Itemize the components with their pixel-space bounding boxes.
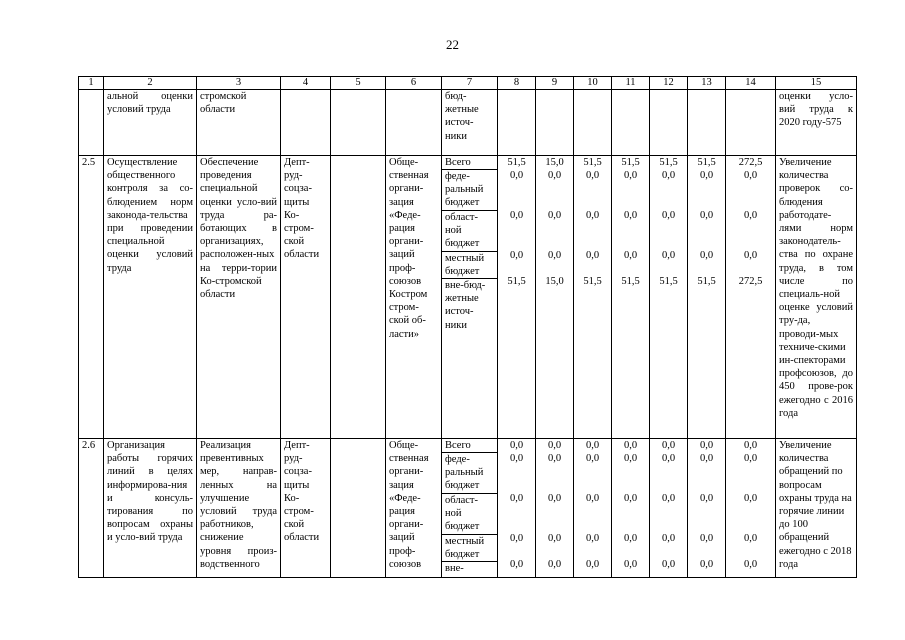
value-cell: 0,0 <box>743 533 758 544</box>
cont-v7 <box>726 90 776 156</box>
value-cell: 0,0 <box>699 170 714 181</box>
expected-result: Увеличение количества обращений по вопросам охраны труда на горячие линии до 100 обращений ежегодно с 2018 года <box>776 439 857 578</box>
value-cell: 0,0 <box>547 250 562 261</box>
co-executor: Обще-ственная органи-зация «Феде-рация органи-заций проф-союзов Костром стром-ской об-ласти» <box>386 156 442 439</box>
value-cell: 0,0 <box>585 493 600 504</box>
cont-v6 <box>688 90 726 156</box>
value-cell: 51,5 <box>583 157 602 168</box>
cont-v1 <box>498 90 536 156</box>
executor: Депт-руд-соцза-щиты Ко-стром-ской области <box>281 156 331 439</box>
col-header-12: 12 <box>650 77 688 90</box>
activity-name: Организация работы горячих линий в целях информирова-ния и консуль-тирования по вопросам охраны и усло-вий труда <box>104 439 197 578</box>
value-cell: 51,5 <box>621 157 640 168</box>
cont-budget: бюд-жетные источ-ники <box>442 90 498 156</box>
col-header-11: 11 <box>612 77 650 90</box>
cont-v2 <box>536 90 574 156</box>
value-cell: 51,5 <box>659 157 678 168</box>
value-cell: 0,0 <box>547 559 562 570</box>
page-number: 22 <box>446 37 459 52</box>
values-2019 <box>612 156 650 439</box>
value-cell: 0,0 <box>699 533 714 544</box>
budget-sources <box>442 156 498 439</box>
budget-federal: феде-ральный бюджет <box>442 453 497 494</box>
value-cell: 0,0 <box>743 170 758 181</box>
col-header-8: 8 <box>498 77 536 90</box>
column-number-row <box>79 77 857 90</box>
value-cell: 0,0 <box>661 250 676 261</box>
value-cell: 51,5 <box>507 157 526 168</box>
value-cell: 0,0 <box>509 493 524 504</box>
value-cell: 0,0 <box>509 250 524 261</box>
value-cell: 51,5 <box>507 276 526 287</box>
value-cell: 0,0 <box>743 559 758 570</box>
cont-activity: альной оценки условий труда <box>104 90 197 156</box>
expected-result: Увеличение количества проверок со-блюдения работодате-лями норм законодатель-ства по охране труда, в том числе по специаль-ной оценке условий тру-да, проводи-мых техниче-скими ин-спекторами профсоюзов, до 450 прове-рок ежегодно с 2016 года <box>776 156 857 439</box>
col-header-7: 7 <box>442 77 498 90</box>
value-cell: 0,0 <box>661 440 676 451</box>
value-cell: 0,0 <box>547 453 562 464</box>
cont-result: оценки усло-вий труда к 2020 году-575 <box>776 90 857 156</box>
col5-empty <box>331 156 386 439</box>
values-2018 <box>574 439 612 578</box>
budget-sources <box>442 439 498 578</box>
col-header-15: 15 <box>776 77 857 90</box>
values-2020 <box>650 439 688 578</box>
value-cell: 0,0 <box>699 559 714 570</box>
cont-v4 <box>612 90 650 156</box>
value-cell: 0,0 <box>585 250 600 261</box>
cont-goal: стромской области <box>197 90 281 156</box>
value-cell: 0,0 <box>585 170 600 181</box>
col-header-1: 1 <box>79 77 104 90</box>
value-cell: 0,0 <box>743 440 758 451</box>
value-cell: 0,0 <box>661 493 676 504</box>
program-table <box>78 76 857 578</box>
value-cell: 0,0 <box>585 559 600 570</box>
value-cell: 51,5 <box>621 276 640 287</box>
cont-v5 <box>650 90 688 156</box>
value-cell: 0,0 <box>661 210 676 221</box>
value-cell: 0,0 <box>623 533 638 544</box>
value-cell: 0,0 <box>661 533 676 544</box>
budget-offbudget: вне- <box>445 563 464 574</box>
cont-v3 <box>574 90 612 156</box>
value-cell: 0,0 <box>585 210 600 221</box>
value-cell: 0,0 <box>699 250 714 261</box>
value-cell: 0,0 <box>699 210 714 221</box>
budget-total: Всего <box>442 439 497 453</box>
cont-num <box>79 90 104 156</box>
values-total <box>726 156 776 439</box>
values-2019 <box>612 439 650 578</box>
value-cell: 0,0 <box>509 210 524 221</box>
budget-local: местный бюджет <box>442 535 497 562</box>
value-cell: 0,0 <box>547 170 562 181</box>
value-cell: 0,0 <box>623 210 638 221</box>
values-2021 <box>688 156 726 439</box>
value-cell: 272,5 <box>738 276 763 287</box>
values-2016 <box>498 156 536 439</box>
col-header-3: 3 <box>197 77 281 90</box>
value-cell: 0,0 <box>547 440 562 451</box>
value-cell: 0,0 <box>743 250 758 261</box>
value-cell: 0,0 <box>509 440 524 451</box>
value-cell: 0,0 <box>585 533 600 544</box>
value-cell: 0,0 <box>509 533 524 544</box>
budget-regional: област-ной бюджет <box>442 211 497 252</box>
value-cell: 0,0 <box>623 559 638 570</box>
value-cell: 0,0 <box>509 170 524 181</box>
value-cell: 0,0 <box>743 453 758 464</box>
value-cell: 0,0 <box>547 533 562 544</box>
value-cell: 272,5 <box>738 157 763 168</box>
continuation-row <box>79 90 857 156</box>
value-cell: 0,0 <box>585 440 600 451</box>
values-2016 <box>498 439 536 578</box>
value-cell: 0,0 <box>699 440 714 451</box>
row-number: 2.5 <box>79 156 104 439</box>
col-header-6: 6 <box>386 77 442 90</box>
value-cell: 15,0 <box>545 276 564 287</box>
values-2021 <box>688 439 726 578</box>
value-cell: 0,0 <box>509 453 524 464</box>
value-cell: 0,0 <box>623 440 638 451</box>
value-cell: 51,5 <box>697 276 716 287</box>
col-header-4: 4 <box>281 77 331 90</box>
values-2018 <box>574 156 612 439</box>
value-cell: 51,5 <box>583 276 602 287</box>
table-row-2-6 <box>79 439 857 578</box>
co-executor: Обще-ственная органи-зация «Феде-рация органи-заций проф-союзов <box>386 439 442 578</box>
cont-executor <box>281 90 331 156</box>
value-cell: 0,0 <box>623 453 638 464</box>
col-header-10: 10 <box>574 77 612 90</box>
row-number: 2.6 <box>79 439 104 578</box>
value-cell: 0,0 <box>547 210 562 221</box>
value-cell: 0,0 <box>699 493 714 504</box>
col-header-5: 5 <box>331 77 386 90</box>
activity-goal: Обеспечение проведения специальной оценки усло-вий труда ра-ботающих в организациях, расположен-ных на терри-тории Ко-стромской области <box>197 156 281 439</box>
value-cell: 0,0 <box>547 493 562 504</box>
budget-local: местный бюджет <box>442 252 497 279</box>
value-cell: 0,0 <box>743 493 758 504</box>
value-cell: 0,0 <box>661 453 676 464</box>
values-2020 <box>650 156 688 439</box>
values-total <box>726 439 776 578</box>
value-cell: 51,5 <box>659 276 678 287</box>
value-cell: 0,0 <box>623 170 638 181</box>
cont-col6 <box>386 90 442 156</box>
activity-goal: Реализация превентивных мер, направ-ленных на улучшение условий труда работников, снижение уровня произ-водственного <box>197 439 281 578</box>
executor: Депт-руд-соцза-щиты Ко-стром-ской области <box>281 439 331 578</box>
value-cell: 0,0 <box>623 250 638 261</box>
values-2017 <box>536 439 574 578</box>
value-cell: 15,0 <box>545 157 564 168</box>
cont-col5 <box>331 90 386 156</box>
value-cell: 0,0 <box>699 453 714 464</box>
value-cell: 51,5 <box>697 157 716 168</box>
col5-empty <box>331 439 386 578</box>
value-cell: 0,0 <box>661 559 676 570</box>
col-header-14: 14 <box>726 77 776 90</box>
budget-total: Всего <box>442 156 497 170</box>
table-row-2-5 <box>79 156 857 439</box>
value-cell: 0,0 <box>661 170 676 181</box>
value-cell: 0,0 <box>743 210 758 221</box>
budget-offbudget: вне-бюд-жетные источ-ники <box>445 280 486 331</box>
value-cell: 0,0 <box>585 453 600 464</box>
values-2017 <box>536 156 574 439</box>
activity-name: Осуществление общественного контроля за со-блюдением норм законода-тельства при проведении специальной оценки условий труда <box>104 156 197 439</box>
col-header-2: 2 <box>104 77 197 90</box>
col-header-9: 9 <box>536 77 574 90</box>
budget-regional: област-ной бюджет <box>442 494 497 535</box>
budget-federal: феде-ральный бюджет <box>442 170 497 211</box>
value-cell: 0,0 <box>509 559 524 570</box>
value-cell: 0,0 <box>623 493 638 504</box>
col-header-13: 13 <box>688 77 726 90</box>
